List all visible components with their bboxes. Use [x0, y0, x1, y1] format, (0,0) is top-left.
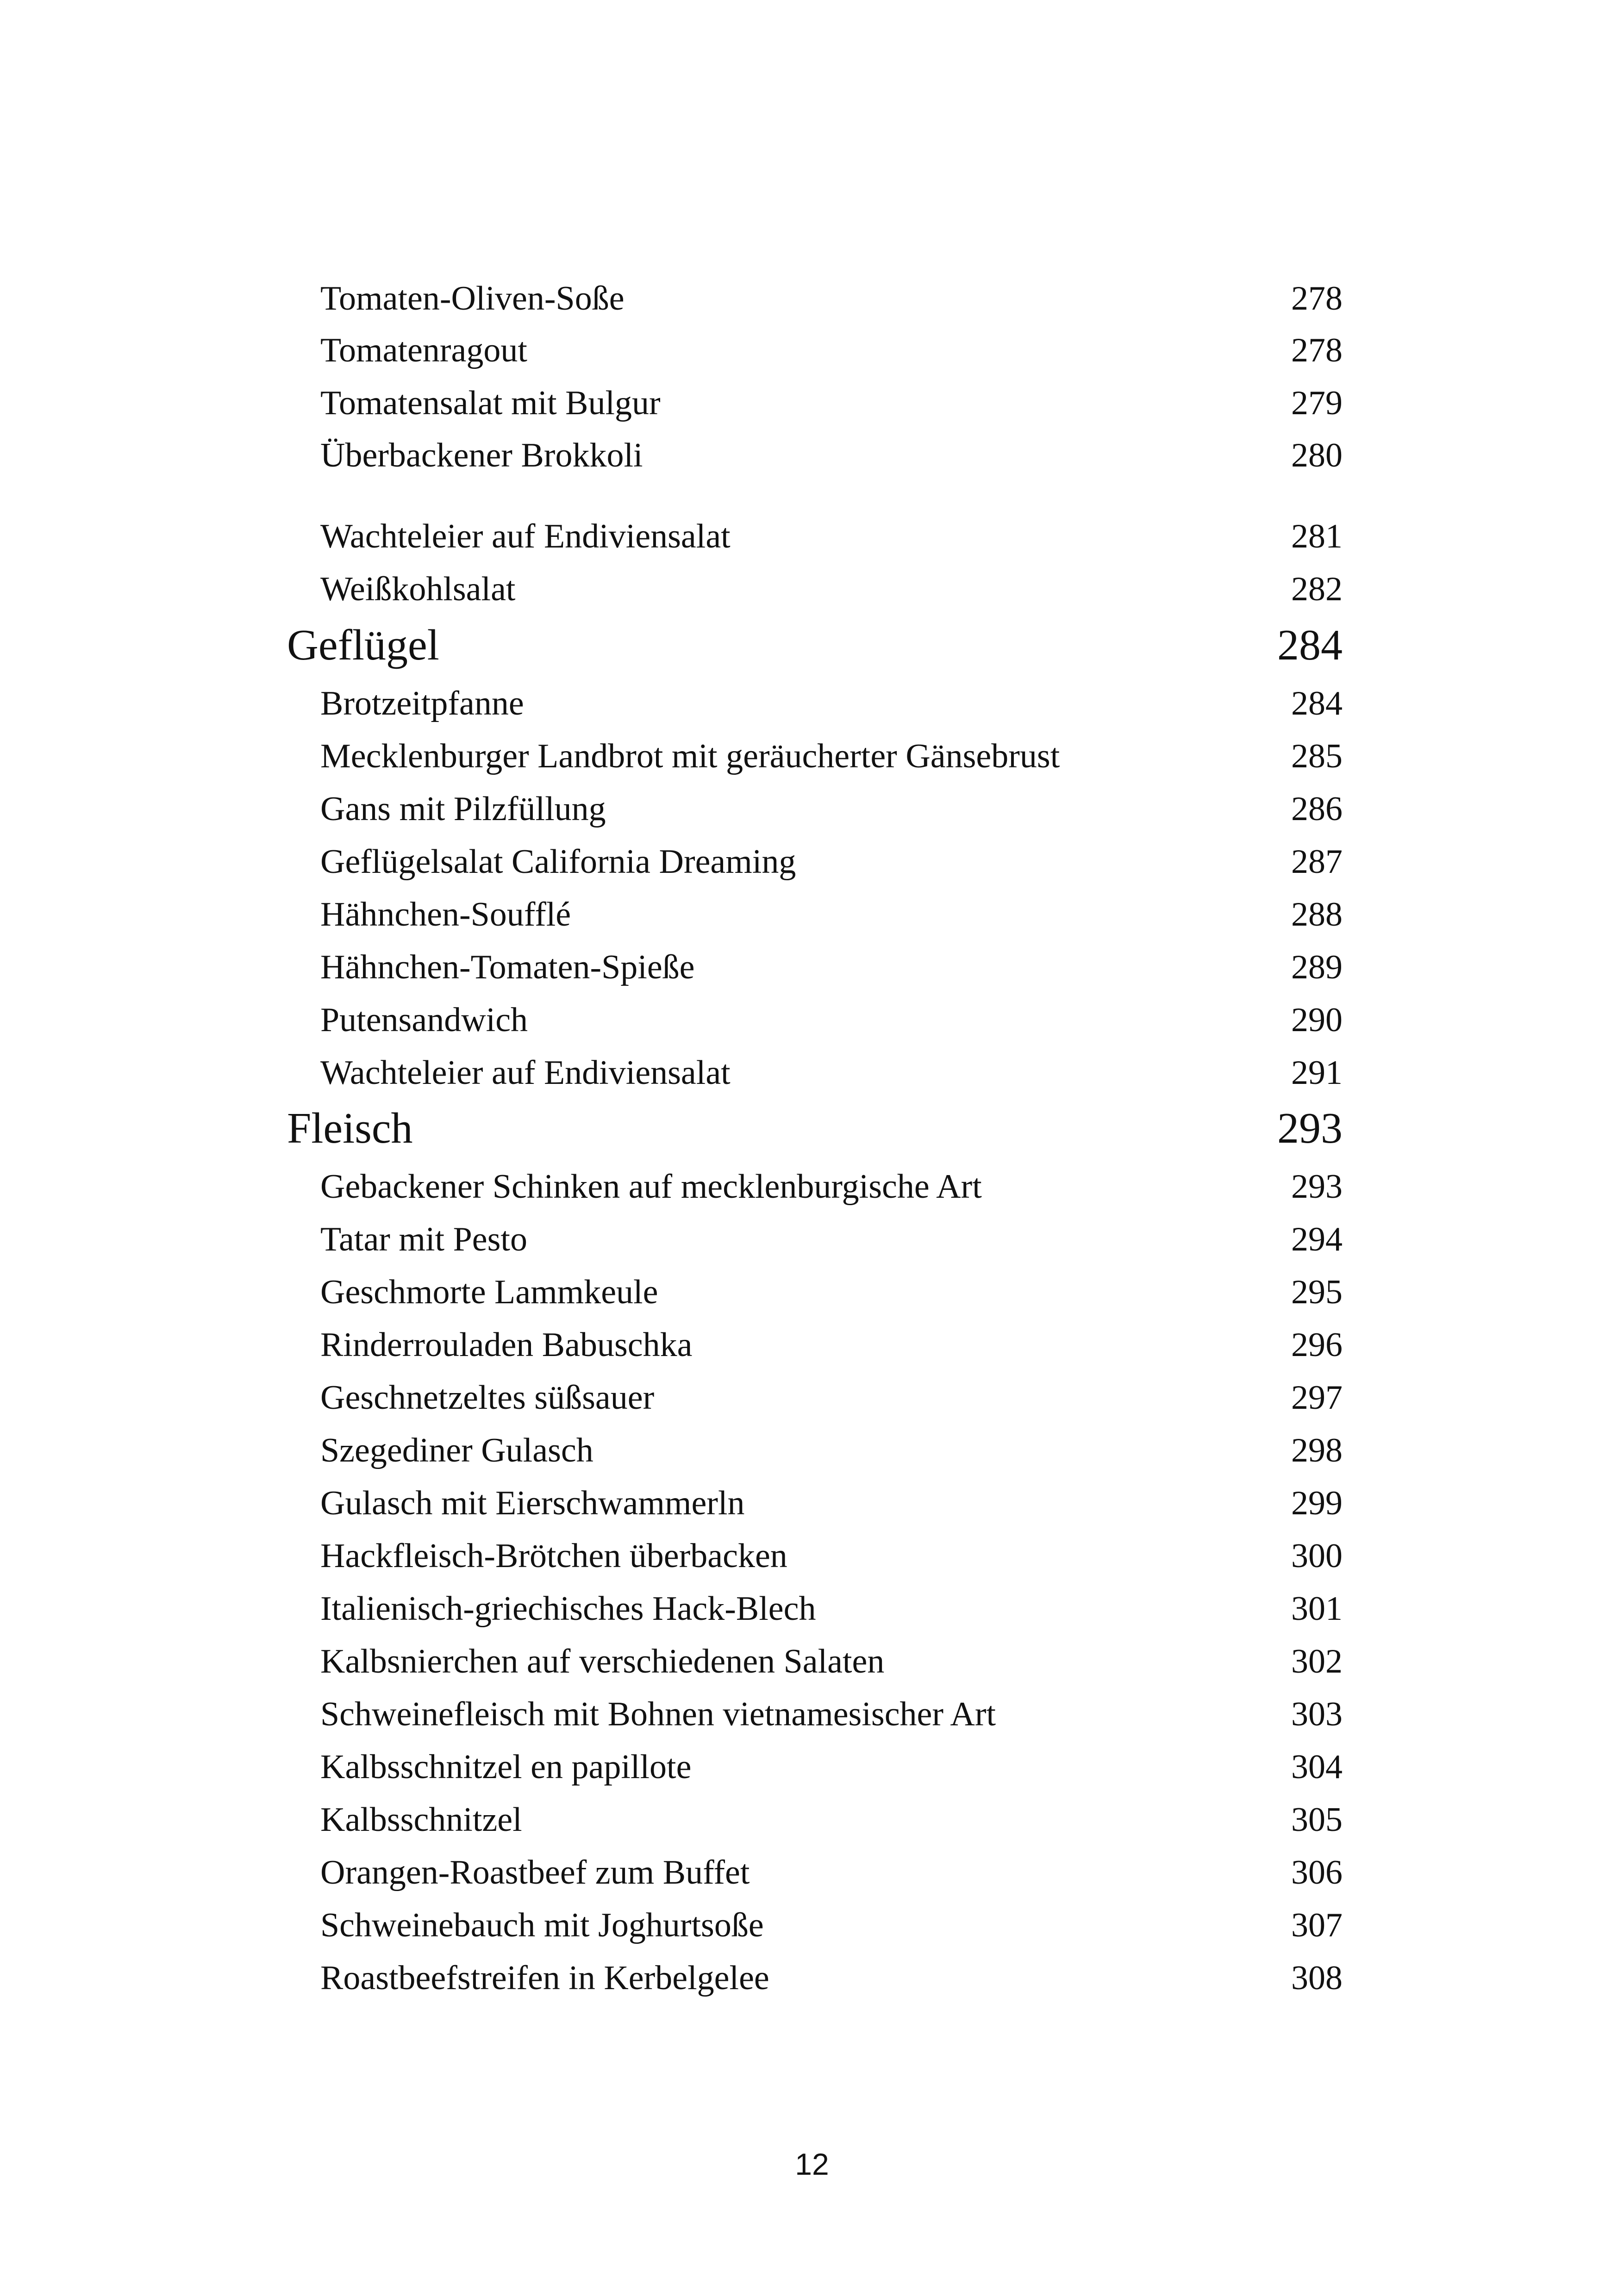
toc-entry-title: Wachteleier auf Endiviensalat: [320, 517, 731, 555]
toc-entry-title: Mecklenburger Landbrot mit geräucherter Gänsebrust: [320, 737, 1060, 775]
toc-entry-page: 298: [1291, 1431, 1343, 1469]
toc-entry-title: Tomatenragout: [320, 331, 527, 369]
page-number: 12: [795, 2147, 829, 2181]
toc-entry-title: Rinderrouladen Babuschka: [320, 1326, 693, 1364]
toc-entry-title: Gulasch mit Eierschwammerln: [320, 1484, 745, 1522]
toc-entry-page: 281: [1291, 517, 1343, 555]
toc-entry-page: 303: [1291, 1695, 1343, 1733]
toc-entry-title: Geschnetzeltes süßsauer: [320, 1379, 655, 1417]
toc-entry-title: Szegediner Gulasch: [320, 1431, 593, 1469]
toc-entry-page: 300: [1291, 1537, 1343, 1575]
toc-entry-page: 289: [1291, 948, 1343, 986]
toc-entry-page: 291: [1291, 1054, 1343, 1092]
toc-entry-title: Putensandwich: [320, 1001, 528, 1039]
toc-entry-title: Gans mit Pilzfüllung: [320, 790, 606, 828]
toc-entry-title: Wachteleier auf Endiviensalat: [320, 1054, 731, 1092]
toc-entry-page: 280: [1291, 436, 1343, 474]
toc-entry-title: Schweinebauch mit Joghurtsoße: [320, 1906, 764, 1944]
toc-entry-title: Brotzeitpfanne: [320, 684, 524, 722]
toc-entry-title: Kalbsschnitzel en papillote: [320, 1748, 692, 1786]
toc-entry-page: 305: [1291, 1801, 1343, 1839]
toc-entry-title: Geschmorte Lammkeule: [320, 1273, 658, 1311]
toc-entry-title: Tomaten-Oliven-Soße: [320, 280, 625, 317]
toc-entry-page: 299: [1291, 1484, 1343, 1522]
toc-entry-page: 286: [1291, 790, 1343, 828]
toc-entry-title: Orangen-Roastbeef zum Buffet: [320, 1854, 750, 1892]
toc-entry-page: 288: [1291, 896, 1343, 933]
toc-section-page: 293: [1277, 1104, 1343, 1152]
toc-entry-page: 307: [1291, 1906, 1343, 1944]
toc-entry-page: 297: [1291, 1379, 1343, 1417]
toc-entry-title: Italienisch-griechisches Hack-Blech: [320, 1590, 816, 1628]
toc-entry-page: 294: [1291, 1220, 1343, 1258]
toc-entry-title: Schweinefleisch mit Bohnen vietnamesischer Art: [320, 1695, 996, 1733]
toc-entry-title: Hackfleisch-Brötchen überbacken: [320, 1537, 787, 1575]
toc-entry-title: Geflügelsalat California Dreaming: [320, 843, 796, 881]
toc-section-title: Geflügel: [287, 621, 439, 669]
toc-entry-title: Hähnchen-Soufflé: [320, 896, 571, 933]
toc-entry-page: 293: [1291, 1168, 1343, 1206]
toc-entry-title: Überbackener Brokkoli: [320, 436, 643, 474]
toc-section-page: 284: [1277, 621, 1343, 669]
toc-entry-title: Kalbsschnitzel: [320, 1801, 522, 1839]
toc-entry-page: 308: [1291, 1959, 1343, 1997]
toc-entry-title: Tatar mit Pesto: [320, 1220, 527, 1258]
toc-entry-page: 296: [1291, 1326, 1343, 1364]
toc-entry-title: Kalbsnierchen auf verschiedenen Salaten: [320, 1643, 885, 1680]
toc-entry-page: 285: [1291, 737, 1343, 775]
toc-entry-page: 304: [1291, 1748, 1343, 1786]
toc-entry-page: 290: [1291, 1001, 1343, 1039]
toc-entry-page: 302: [1291, 1643, 1343, 1680]
toc-entry-title: Weißkohlsalat: [320, 570, 516, 608]
toc-entry-title: Tomatensalat mit Bulgur: [320, 384, 661, 422]
toc-section-title: Fleisch: [287, 1104, 413, 1152]
toc-entry-page: 306: [1291, 1854, 1343, 1892]
toc-entry-title: Gebackener Schinken auf mecklenburgische Art: [320, 1168, 982, 1206]
toc-entry-page: 295: [1291, 1273, 1343, 1311]
toc-entry-page: 279: [1291, 384, 1343, 422]
toc-entry-page: 282: [1291, 570, 1343, 608]
toc-entry-title: Roastbeefstreifen in Kerbelgelee: [320, 1959, 769, 1997]
toc-entry-title: Hähnchen-Tomaten-Spieße: [320, 948, 695, 986]
toc-entry-page: 284: [1291, 684, 1343, 722]
toc-entry-page: 278: [1291, 331, 1343, 369]
toc-entry-page: 278: [1291, 280, 1343, 317]
toc-entry-page: 287: [1291, 843, 1343, 881]
toc-entry-page: 301: [1291, 1590, 1343, 1628]
